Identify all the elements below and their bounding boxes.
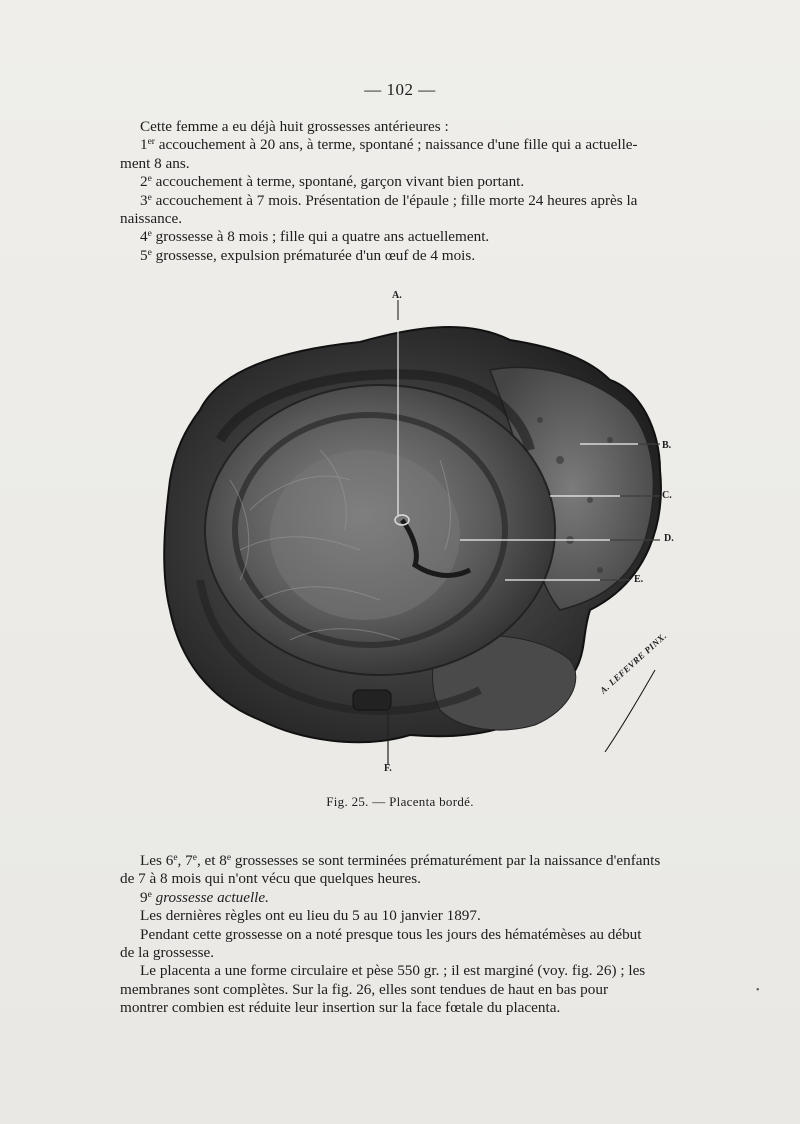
para-placenta-cont1: membranes sont complètes. Sur la fig. 26, elles sont tendues de haut en bas pour [120,980,609,998]
para-hematemesis-cont: de la grossesse. [120,944,215,962]
para-premature: Les 6e, 7e, et 8e grossesses se sont terminées prématurément par la naissance d'enfants [140,852,661,869]
label-a: A. [392,290,402,301]
label-f: F. [384,763,392,774]
pregnancy-3-cont: naissance. [120,210,182,228]
margin-mark: • [756,985,760,996]
figure-caption: Fig. 25. — Placenta bordé. [326,794,474,809]
pregnancy-3: 3e accouchement à 7 mois. Présentation de l'épaule ; fille morte 24 heures après la [140,191,638,209]
para-last-period: Les dernières règles ont eu lieu du 5 au 10 janvier 1897. [140,907,481,925]
label-e: E. [634,574,644,585]
label-b: B. [662,440,672,451]
top-text-block [120,118,720,265]
para-current-pregnancy: 9e grossesse actuelle. [140,888,269,906]
para-placenta: Le placenta a une forme circulaire et pèse 550 gr. ; il est marginé (voy. fig. 26) ; les [140,962,646,980]
engraver-signature: A. LEFEVRE PINX. [598,630,669,696]
pregnancy-4: 4e grossesse à 8 mois ; fille qui a quatre ans actuellement. [140,228,490,246]
bottom-text-block [120,852,720,1018]
label-c: C. [662,490,672,501]
page-number: — 102 — [364,80,436,99]
para-placenta-cont2: montrer combien est réduite leur insertion sur la face fœtale du placenta. [120,999,561,1017]
label-d: D. [664,533,674,544]
para-premature-cont: de 7 à 8 mois qui n'ont vécu que quelques heures. [120,870,421,888]
para-hematemesis: Pendant cette grossesse on a noté presque tous les jours des hématémèses au début [140,925,642,943]
placenta-figure [140,280,740,800]
pregnancy-1-cont: ment 8 ans. [120,154,190,172]
intro-line: Cette femme a eu déjà huit grossesses antérieures : [140,118,449,135]
pregnancy-2: 2e accouchement à terme, spontané, garçon vivant bien portant. [140,173,525,191]
pregnancy-5: 5e grossesse, expulsion prématurée d'un œuf de 4 mois. [140,246,476,264]
pregnancy-1: 1er accouchement à 20 ans, à terme, spontané ; naissance d'une fille qui a actuelle- [140,136,638,154]
